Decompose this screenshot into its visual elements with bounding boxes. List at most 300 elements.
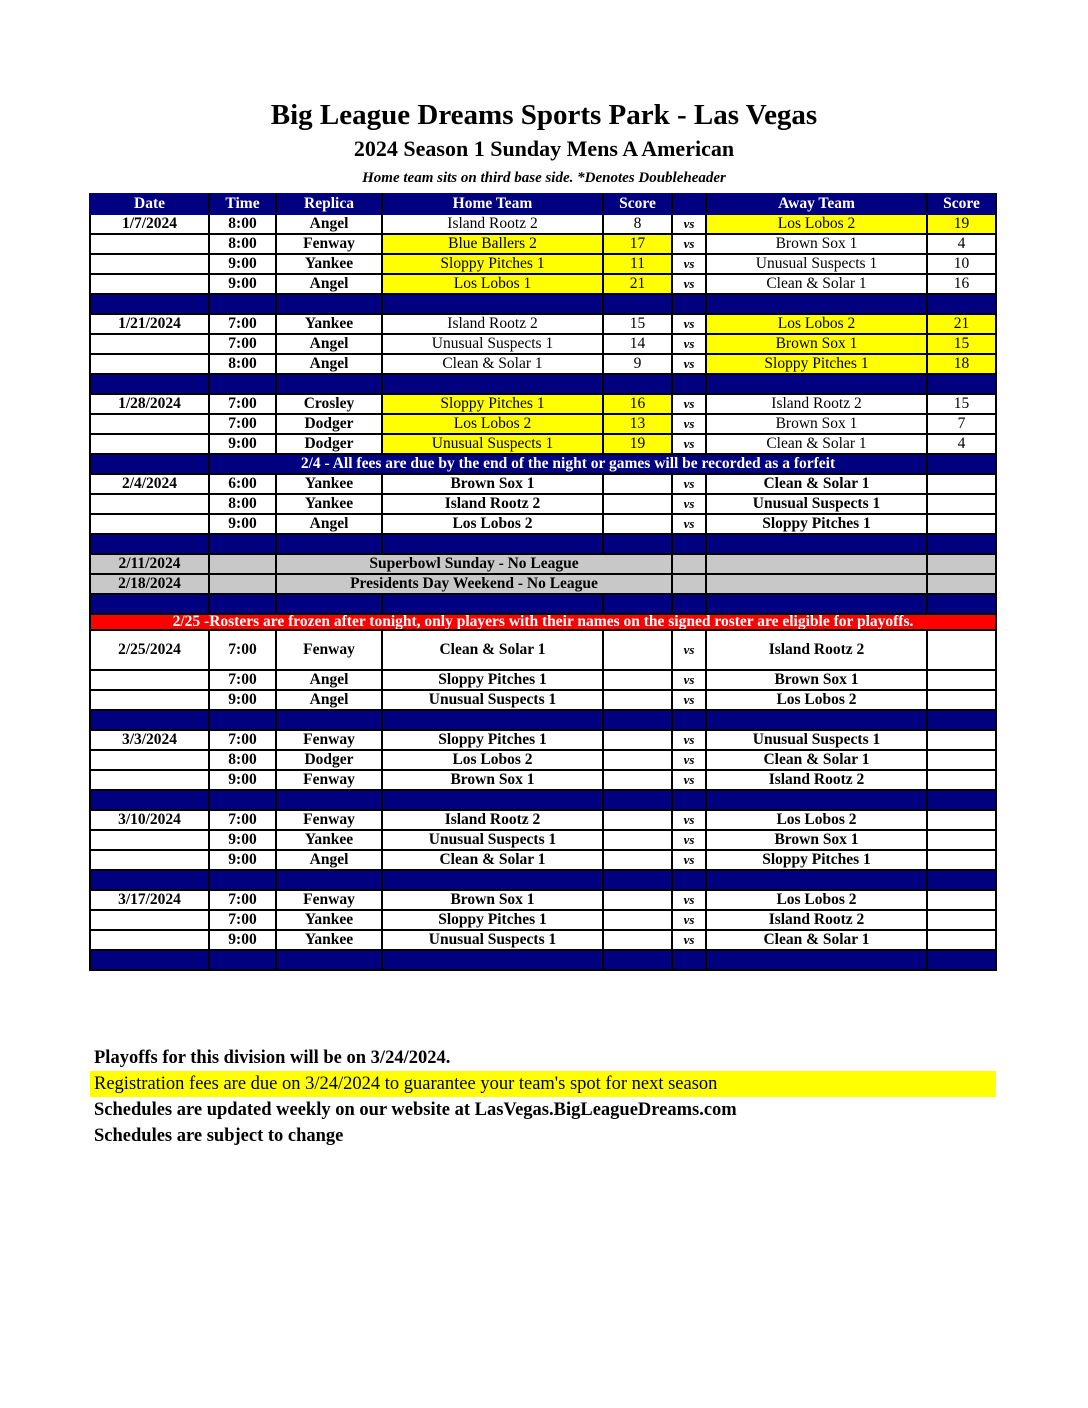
away-team-cell: Island Rootz 2 <box>706 910 927 930</box>
separator-cell <box>706 294 927 314</box>
vs-cell: vs <box>672 434 706 454</box>
separator-cell <box>706 950 927 970</box>
home-team-cell: Island Rootz 2 <box>382 314 603 334</box>
vs-cell: vs <box>672 394 706 414</box>
separator-cell <box>276 594 382 614</box>
home-score-cell: 21 <box>603 274 672 294</box>
replica-field-cell: Yankee <box>276 494 382 514</box>
game-row <box>90 274 996 294</box>
header-date: Date <box>90 194 209 214</box>
replica-field-cell: Yankee <box>276 474 382 494</box>
no-league-text: Superbowl Sunday - No League <box>276 554 672 574</box>
vs-cell: vs <box>672 354 706 374</box>
replica-field-cell: Dodger <box>276 434 382 454</box>
footer-website: Schedules are updated weekly on our website at LasVegas.BigLeagueDreams.com <box>94 1100 737 1120</box>
vs-cell: vs <box>672 750 706 770</box>
home-score-cell <box>603 910 672 930</box>
replica-field-cell: Fenway <box>276 770 382 790</box>
away-team-cell: Brown Sox 1 <box>706 334 927 354</box>
time-cell: 9:00 <box>209 770 276 790</box>
separator-cell <box>276 710 382 730</box>
game-row <box>90 770 996 790</box>
replica-field-cell: Yankee <box>276 930 382 950</box>
time-cell: 7:00 <box>209 314 276 334</box>
game-row <box>90 414 996 434</box>
home-score-cell: 19 <box>603 434 672 454</box>
away-score-cell <box>927 474 996 494</box>
game-row <box>90 214 996 234</box>
vs-cell: vs <box>672 314 706 334</box>
separator-cell <box>706 710 927 730</box>
separator-cell <box>382 790 603 810</box>
separator-cell <box>382 594 603 614</box>
away-team-cell: Brown Sox 1 <box>706 414 927 434</box>
separator-cell <box>382 294 603 314</box>
separator-row <box>90 374 996 394</box>
home-team-cell: Sloppy Pitches 1 <box>382 394 603 414</box>
away-score-cell: 4 <box>927 234 996 254</box>
separator-cell <box>382 534 603 554</box>
replica-field-cell: Angel <box>276 214 382 234</box>
game-row <box>90 690 996 710</box>
replica-field-cell: Fenway <box>276 730 382 750</box>
home-team-cell: Clean & Solar 1 <box>382 630 603 670</box>
separator-cell <box>209 294 276 314</box>
game-row <box>90 830 996 850</box>
separator-cell <box>672 374 706 394</box>
date-cell <box>90 910 209 930</box>
home-team-cell: Clean & Solar 1 <box>382 850 603 870</box>
away-team-cell: Los Lobos 2 <box>706 214 927 234</box>
home-team-cell: Brown Sox 1 <box>382 474 603 494</box>
separator-cell <box>209 790 276 810</box>
separator-cell <box>927 870 996 890</box>
home-score-cell <box>603 810 672 830</box>
replica-field-cell: Fenway <box>276 630 382 670</box>
separator-cell <box>603 790 672 810</box>
game-row <box>90 850 996 870</box>
replica-field-cell: Yankee <box>276 254 382 274</box>
vs-cell: vs <box>672 910 706 930</box>
date-cell <box>90 930 209 950</box>
away-team-cell <box>706 554 927 574</box>
separator-cell <box>382 374 603 394</box>
date-cell <box>90 494 209 514</box>
replica-field-cell: Angel <box>276 670 382 690</box>
notice-row <box>90 454 996 474</box>
home-team-cell: Island Rootz 2 <box>382 810 603 830</box>
time-cell: 9:00 <box>209 274 276 294</box>
replica-field-cell: Angel <box>276 334 382 354</box>
header-time: Time <box>209 194 276 214</box>
home-team-cell: Blue Ballers 2 <box>382 234 603 254</box>
separator-cell <box>209 374 276 394</box>
replica-field-cell: Yankee <box>276 830 382 850</box>
separator-row <box>90 294 996 314</box>
notice-cell <box>90 454 209 474</box>
away-team-cell: Island Rootz 2 <box>706 394 927 414</box>
away-team-cell: Los Lobos 2 <box>706 810 927 830</box>
vs-cell: vs <box>672 494 706 514</box>
home-score-cell <box>603 670 672 690</box>
home-score-cell <box>603 850 672 870</box>
game-row <box>90 394 996 414</box>
game-row <box>90 514 996 534</box>
home-team-cell: Clean & Solar 1 <box>382 354 603 374</box>
time-cell: 7:00 <box>209 394 276 414</box>
time-cell: 9:00 <box>209 930 276 950</box>
separator-row <box>90 790 996 810</box>
vs-cell: vs <box>672 930 706 950</box>
home-score-cell: 9 <box>603 354 672 374</box>
home-score-cell <box>603 930 672 950</box>
vs-cell: vs <box>672 334 706 354</box>
away-score-cell <box>927 850 996 870</box>
home-team-cell: Los Lobos 2 <box>382 514 603 534</box>
away-team-cell: Sloppy Pitches 1 <box>706 850 927 870</box>
separator-cell <box>927 710 996 730</box>
home-team-cell: Unusual Suspects 1 <box>382 334 603 354</box>
separator-cell <box>209 534 276 554</box>
header-away-team: Away Team <box>706 194 927 214</box>
separator-cell <box>927 790 996 810</box>
date-cell: 1/21/2024 <box>90 314 209 334</box>
date-cell: 1/7/2024 <box>90 214 209 234</box>
away-score-cell: 4 <box>927 434 996 454</box>
time-cell: 9:00 <box>209 514 276 534</box>
separator-cell <box>90 594 209 614</box>
away-score-cell: 15 <box>927 334 996 354</box>
away-score-cell: 16 <box>927 274 996 294</box>
vs-cell: vs <box>672 730 706 750</box>
time-cell: 7:00 <box>209 810 276 830</box>
time-cell <box>209 554 276 574</box>
home-team-cell: Sloppy Pitches 1 <box>382 910 603 930</box>
vs-cell: vs <box>672 850 706 870</box>
separator-cell <box>276 870 382 890</box>
time-cell: 9:00 <box>209 434 276 454</box>
game-row <box>90 234 996 254</box>
date-cell <box>90 274 209 294</box>
replica-field-cell: Fenway <box>276 234 382 254</box>
separator-cell <box>276 374 382 394</box>
header-row <box>90 194 996 214</box>
separator-cell <box>672 870 706 890</box>
roster-alert-text: 2/25 -Rosters are frozen after tonight, only players with their names on the signed roster are eligible for playoffs. <box>90 614 996 630</box>
home-score-cell: 17 <box>603 234 672 254</box>
home-team-cell: Sloppy Pitches 1 <box>382 730 603 750</box>
time-cell: 8:00 <box>209 214 276 234</box>
away-score-cell <box>927 494 996 514</box>
replica-field-cell: Crosley <box>276 394 382 414</box>
time-cell: 8:00 <box>209 750 276 770</box>
footer-registration: Registration fees are due on 3/24/2024 to guarantee your team's spot for next season <box>90 1071 996 1097</box>
home-team-cell: Unusual Suspects 1 <box>382 690 603 710</box>
separator-cell <box>603 374 672 394</box>
separator-cell <box>90 534 209 554</box>
away-team-cell: Los Lobos 2 <box>706 690 927 710</box>
game-row <box>90 254 996 274</box>
separator-cell <box>672 950 706 970</box>
home-team-cell: Unusual Suspects 1 <box>382 930 603 950</box>
separator-cell <box>382 710 603 730</box>
home-score-cell <box>603 830 672 850</box>
home-score-cell: 15 <box>603 314 672 334</box>
vs-cell: vs <box>672 890 706 910</box>
vs-cell: vs <box>672 274 706 294</box>
date-cell <box>90 414 209 434</box>
away-score-cell <box>927 574 996 594</box>
header-away-score: Score <box>927 194 996 214</box>
time-cell: 7:00 <box>209 890 276 910</box>
date-cell: 2/18/2024 <box>90 574 209 594</box>
date-cell: 2/4/2024 <box>90 474 209 494</box>
separator-cell <box>603 534 672 554</box>
game-row <box>90 354 996 374</box>
away-team-cell: Clean & Solar 1 <box>706 474 927 494</box>
date-cell <box>90 770 209 790</box>
home-score-cell <box>603 630 672 670</box>
schedule-table <box>89 193 997 971</box>
away-team-cell: Sloppy Pitches 1 <box>706 354 927 374</box>
date-cell: 3/3/2024 <box>90 730 209 750</box>
vs-cell: vs <box>672 234 706 254</box>
home-team-cell: Island Rootz 2 <box>382 214 603 234</box>
replica-field-cell: Angel <box>276 274 382 294</box>
vs-cell: vs <box>672 514 706 534</box>
away-score-cell: 21 <box>927 314 996 334</box>
separator-cell <box>90 294 209 314</box>
game-row <box>90 910 996 930</box>
home-score-cell <box>603 690 672 710</box>
time-cell: 9:00 <box>209 850 276 870</box>
away-team-cell: Unusual Suspects 1 <box>706 730 927 750</box>
replica-field-cell: Angel <box>276 850 382 870</box>
separator-cell <box>603 950 672 970</box>
separator-cell <box>90 710 209 730</box>
game-row <box>90 630 996 670</box>
header-vs <box>672 194 706 214</box>
date-cell <box>90 254 209 274</box>
game-row <box>90 750 996 770</box>
separator-cell <box>276 534 382 554</box>
separator-cell <box>276 790 382 810</box>
vs-cell: vs <box>672 830 706 850</box>
home-team-cell: Island Rootz 2 <box>382 494 603 514</box>
time-cell: 7:00 <box>209 630 276 670</box>
time-cell: 6:00 <box>209 474 276 494</box>
home-team-cell: Los Lobos 2 <box>382 414 603 434</box>
game-row <box>90 930 996 950</box>
schedule-note: Home team sits on third base side. *Denotes Doubleheader <box>362 170 726 186</box>
date-cell <box>90 830 209 850</box>
separator-cell <box>927 374 996 394</box>
date-cell: 2/25/2024 <box>90 630 209 670</box>
game-row <box>90 434 996 454</box>
separator-cell <box>927 950 996 970</box>
home-team-cell: Unusual Suspects 1 <box>382 434 603 454</box>
replica-field-cell: Dodger <box>276 414 382 434</box>
away-team-cell: Brown Sox 1 <box>706 670 927 690</box>
date-cell: 1/28/2024 <box>90 394 209 414</box>
away-team-cell: Clean & Solar 1 <box>706 274 927 294</box>
date-cell: 2/11/2024 <box>90 554 209 574</box>
separator-cell <box>672 710 706 730</box>
vs-cell <box>672 554 706 574</box>
away-score-cell: 7 <box>927 414 996 434</box>
replica-field-cell: Fenway <box>276 810 382 830</box>
vs-cell: vs <box>672 690 706 710</box>
time-cell: 7:00 <box>209 670 276 690</box>
away-score-cell <box>927 770 996 790</box>
notice-text: 2/4 - All fees are due by the end of the night or games will be recorded as a forfeit <box>209 454 927 474</box>
time-cell: 8:00 <box>209 494 276 514</box>
home-score-cell: 11 <box>603 254 672 274</box>
separator-cell <box>90 790 209 810</box>
away-score-cell <box>927 750 996 770</box>
game-row <box>90 730 996 750</box>
away-score-cell: 15 <box>927 394 996 414</box>
vs-cell: vs <box>672 414 706 434</box>
replica-field-cell: Angel <box>276 514 382 534</box>
separator-cell <box>706 870 927 890</box>
separator-cell <box>90 950 209 970</box>
separator-cell <box>209 870 276 890</box>
separator-row <box>90 534 996 554</box>
home-team-cell: Brown Sox 1 <box>382 890 603 910</box>
separator-cell <box>209 594 276 614</box>
away-score-cell: 18 <box>927 354 996 374</box>
vs-cell: vs <box>672 214 706 234</box>
vs-cell: vs <box>672 770 706 790</box>
away-score-cell: 10 <box>927 254 996 274</box>
separator-row <box>90 950 996 970</box>
time-cell: 9:00 <box>209 690 276 710</box>
separator-cell <box>209 950 276 970</box>
away-score-cell <box>927 690 996 710</box>
replica-field-cell: Dodger <box>276 750 382 770</box>
date-cell <box>90 670 209 690</box>
no-league-text: Presidents Day Weekend - No League <box>276 574 672 594</box>
game-row <box>90 314 996 334</box>
separator-row <box>90 870 996 890</box>
separator-cell <box>706 594 927 614</box>
away-score-cell <box>927 554 996 574</box>
away-score-cell <box>927 830 996 850</box>
away-score-cell <box>927 730 996 750</box>
away-score-cell <box>927 514 996 534</box>
time-cell: 8:00 <box>209 354 276 374</box>
separator-cell <box>382 870 603 890</box>
home-score-cell <box>603 730 672 750</box>
notice-cell <box>927 454 996 474</box>
date-cell <box>90 850 209 870</box>
vs-cell: vs <box>672 810 706 830</box>
header-home-team: Home Team <box>382 194 603 214</box>
away-team-cell: Clean & Solar 1 <box>706 930 927 950</box>
no-league-row <box>90 574 996 594</box>
date-cell <box>90 234 209 254</box>
away-score-cell <box>927 630 996 670</box>
separator-cell <box>927 294 996 314</box>
game-row <box>90 494 996 514</box>
separator-cell <box>672 594 706 614</box>
home-score-cell <box>603 474 672 494</box>
time-cell: 7:00 <box>209 414 276 434</box>
date-cell <box>90 434 209 454</box>
footer-disclaimer: Schedules are subject to change <box>94 1126 344 1146</box>
away-team-cell <box>706 574 927 594</box>
separator-cell <box>672 294 706 314</box>
home-team-cell: Unusual Suspects 1 <box>382 830 603 850</box>
date-cell <box>90 690 209 710</box>
separator-cell <box>927 594 996 614</box>
time-cell: 7:00 <box>209 334 276 354</box>
time-cell: 9:00 <box>209 254 276 274</box>
away-score-cell <box>927 810 996 830</box>
separator-row <box>90 710 996 730</box>
away-team-cell: Island Rootz 2 <box>706 770 927 790</box>
home-team-cell: Brown Sox 1 <box>382 770 603 790</box>
separator-row <box>90 594 996 614</box>
away-team-cell: Sloppy Pitches 1 <box>706 514 927 534</box>
game-row <box>90 810 996 830</box>
home-team-cell: Sloppy Pitches 1 <box>382 670 603 690</box>
replica-field-cell: Angel <box>276 354 382 374</box>
vs-cell: vs <box>672 630 706 670</box>
time-cell: 8:00 <box>209 234 276 254</box>
away-team-cell: Clean & Solar 1 <box>706 434 927 454</box>
page-title: Big League Dreams Sports Park - Las Vegas <box>270 99 818 131</box>
date-cell <box>90 750 209 770</box>
home-team-cell: Los Lobos 1 <box>382 274 603 294</box>
time-cell: 7:00 <box>209 730 276 750</box>
vs-cell: vs <box>672 254 706 274</box>
replica-field-cell: Fenway <box>276 890 382 910</box>
away-team-cell: Island Rootz 2 <box>706 630 927 670</box>
replica-field-cell: Yankee <box>276 910 382 930</box>
separator-cell <box>603 710 672 730</box>
separator-cell <box>276 950 382 970</box>
date-cell <box>90 334 209 354</box>
away-score-cell <box>927 890 996 910</box>
away-score-cell: 19 <box>927 214 996 234</box>
vs-cell <box>672 574 706 594</box>
game-row <box>90 334 996 354</box>
separator-cell <box>382 950 603 970</box>
separator-cell <box>603 594 672 614</box>
time-cell <box>209 574 276 594</box>
page-subtitle: 2024 Season 1 Sunday Mens A American <box>353 136 735 161</box>
home-score-cell <box>603 770 672 790</box>
away-team-cell: Los Lobos 2 <box>706 314 927 334</box>
home-score-cell: 13 <box>603 414 672 434</box>
away-score-cell <box>927 930 996 950</box>
separator-cell <box>927 534 996 554</box>
separator-cell <box>672 534 706 554</box>
header-home-score: Score <box>603 194 672 214</box>
home-score-cell <box>603 514 672 534</box>
home-team-cell: Los Lobos 2 <box>382 750 603 770</box>
replica-field-cell: Yankee <box>276 314 382 334</box>
separator-cell <box>276 294 382 314</box>
time-cell: 9:00 <box>209 830 276 850</box>
separator-cell <box>209 710 276 730</box>
away-team-cell: Clean & Solar 1 <box>706 750 927 770</box>
replica-field-cell: Angel <box>276 690 382 710</box>
away-team-cell: Los Lobos 2 <box>706 890 927 910</box>
home-score-cell: 14 <box>603 334 672 354</box>
